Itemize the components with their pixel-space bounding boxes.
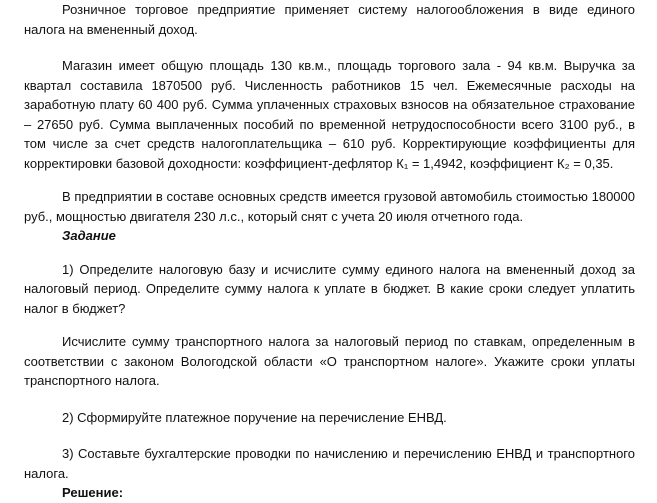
- paragraph-task-1-transport: Исчислите сумму транспортного налога за налоговый период по ставкам, определенным в соответствии с законом Вологодской области «О транспортном налоге». Укажите сроки уплаты транспортного налога.: [24, 334, 635, 388]
- paragraph-task-2: 2) Сформируйте платежное поручение на перечисление ЕНВД.: [62, 409, 447, 425]
- task-heading: Задание: [62, 228, 116, 243]
- paragraph-intro: Розничное торговое предприятие применяет систему налогообложения в виде единого налога на вмененный доход.: [24, 2, 635, 37]
- paragraph-shop-details: Магазин имеет общую площадь 130 кв.м., площадь торгового зала - 94 кв.м. Выручка за квартал составила 1870500 руб. Численность работников 15 чел. Ежемесячные расходы на заработную плату 60 400 руб. Сумма уплаченных страховых взносов на обязательное страхование – 27650 руб. Сумма выплаченных пособий по временной нетрудоспособности всего 3100 руб., в том числе за счет средств налогоплательщика – 610 руб. Корректирующие коэффициенты для корректировки базовой доходности: коэффициент-дефлятор К₁ = 1,4942, коэффициент К₂ = 0,35.: [24, 58, 635, 171]
- paragraph-task-3: 3) Составьте бухгалтерские проводки по начислению и перечислению ЕНВД и транспортного налога.: [24, 446, 635, 481]
- paragraph-truck: В предприятии в составе основных средств имеется грузовой автомобиль стоимостью 180000 руб., мощностью двигателя 230 л.с., который снят с учета 20 июля отчетного года.: [24, 189, 635, 224]
- solution-heading: Решение:: [62, 485, 124, 500]
- document-page: [24, 0, 635, 503]
- paragraph-task-1: 1) Определите налоговую базу и исчислите сумму единого налога на вмененный доход за налоговый период. Определите сумму налога к уплате в бюджет. В какие сроки следует уплатить налог в бюджет?: [24, 261, 635, 316]
